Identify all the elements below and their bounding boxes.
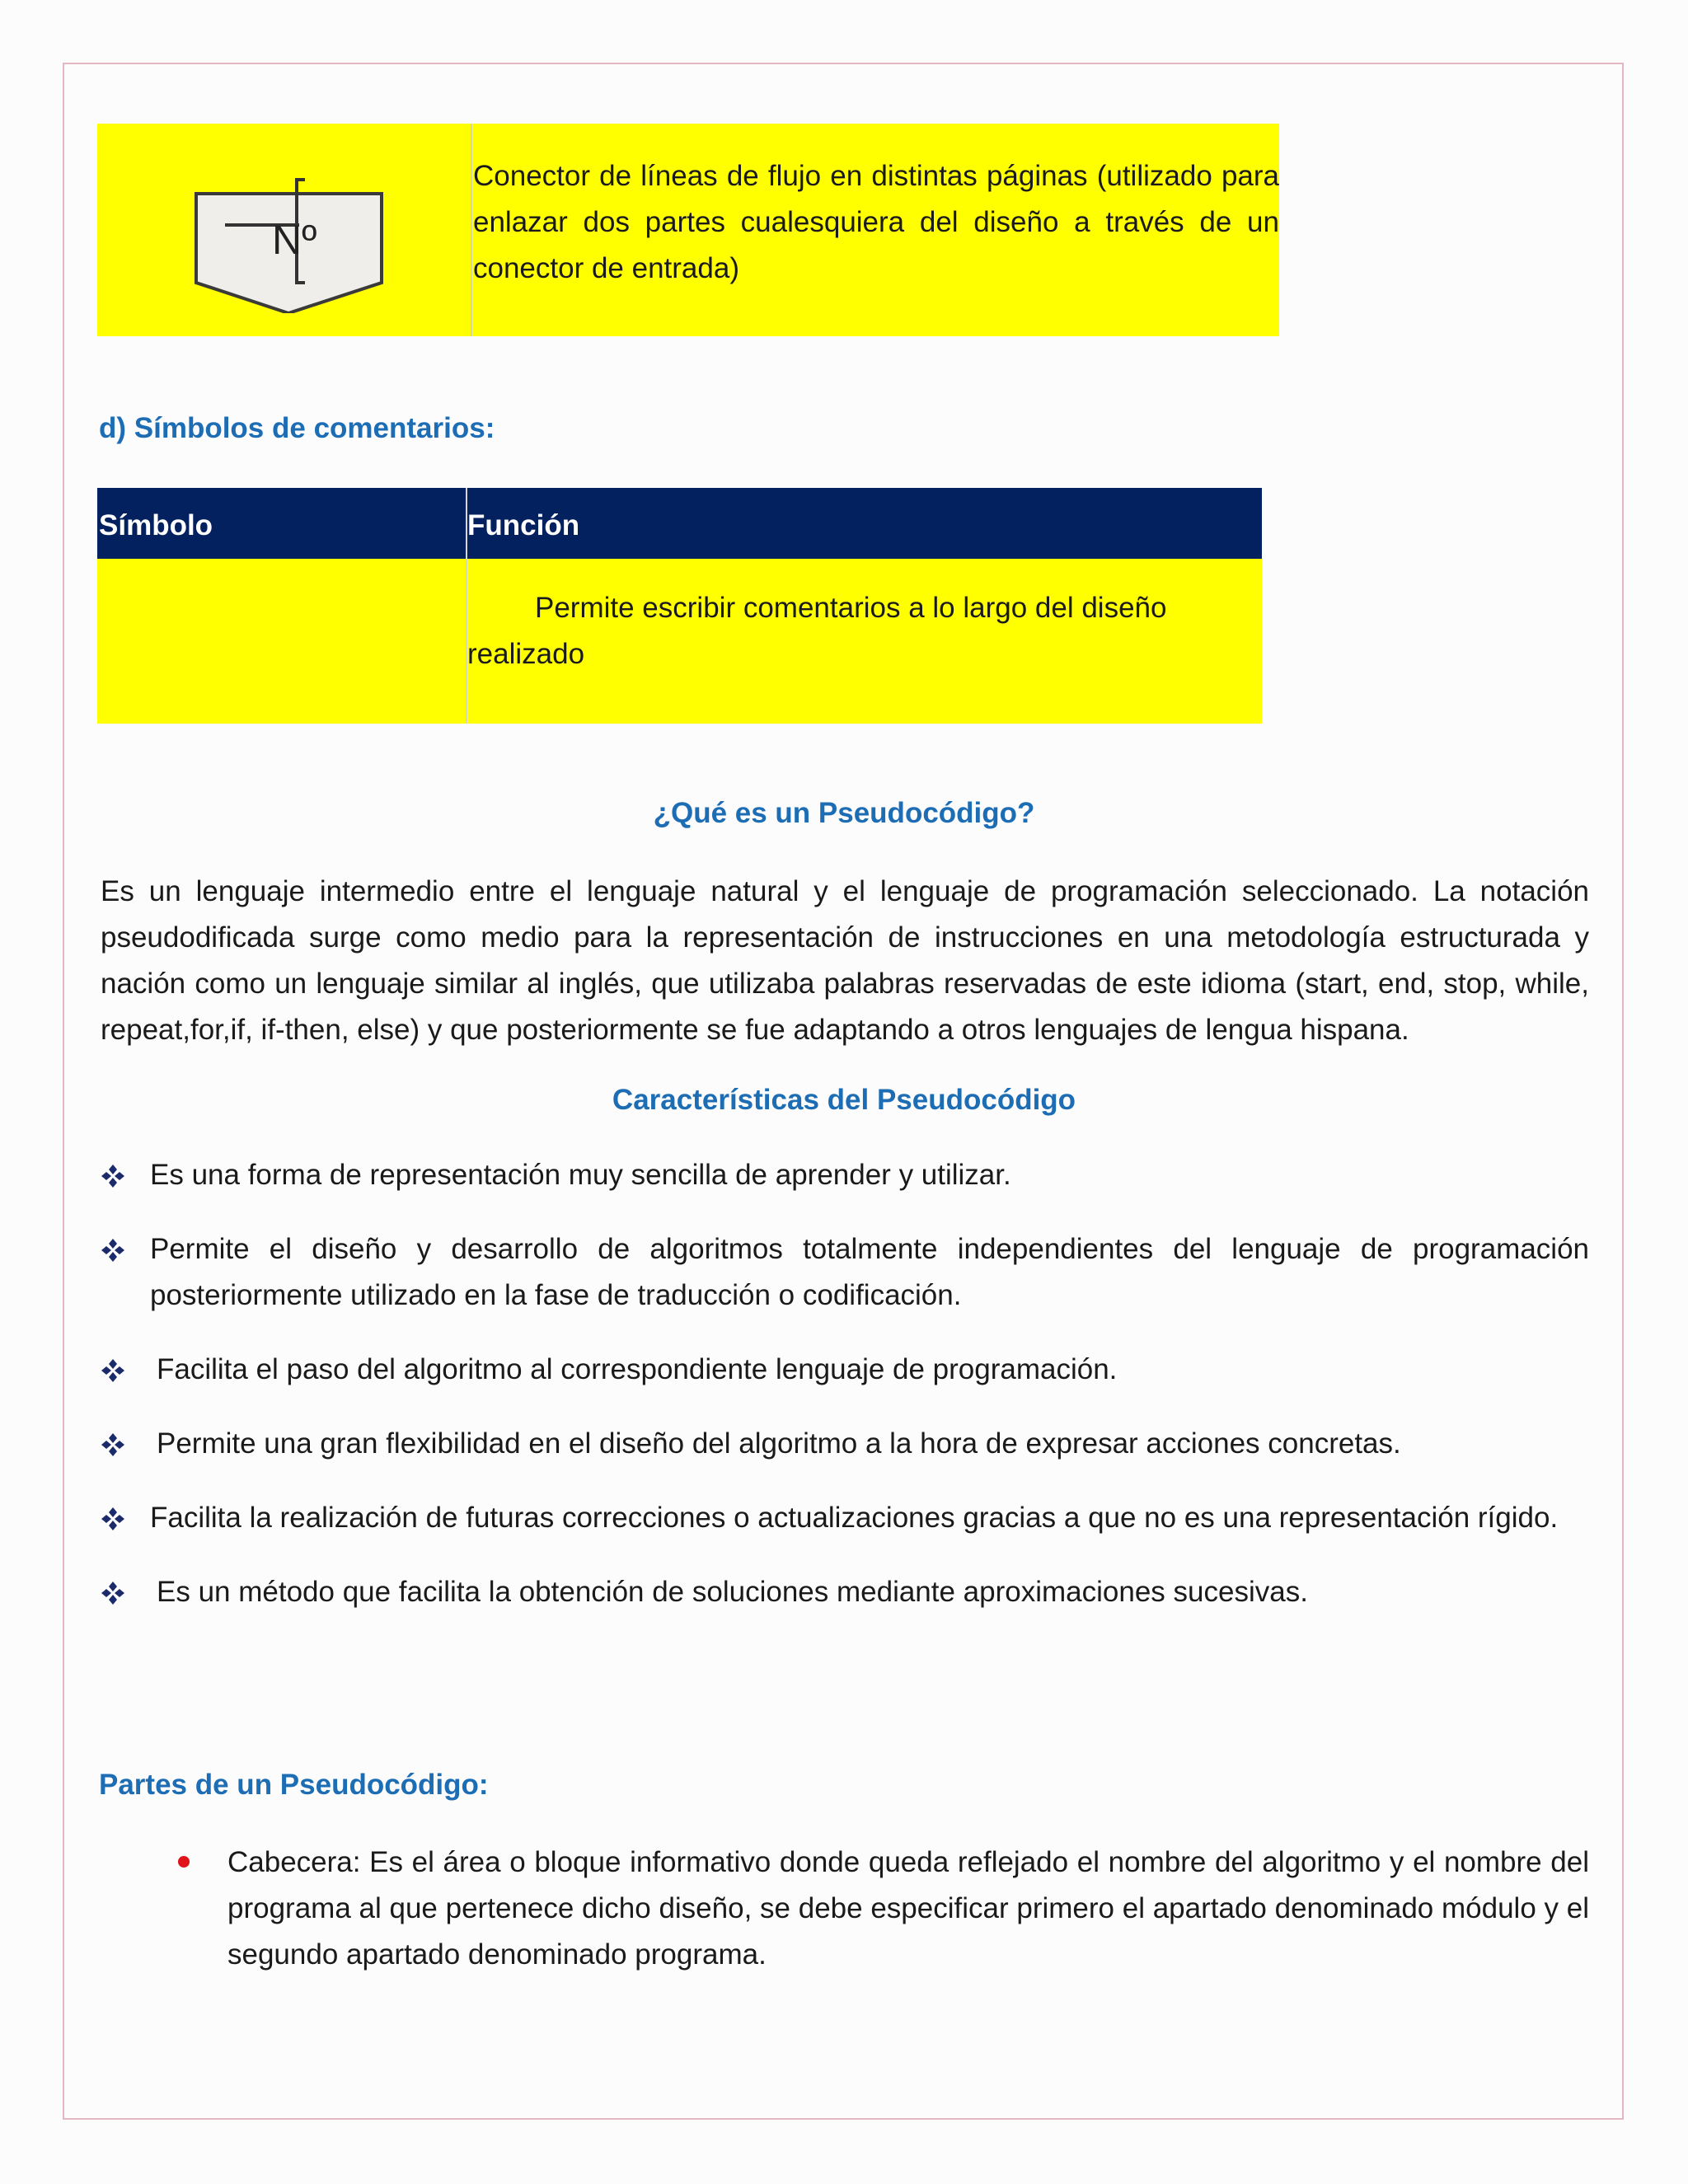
col-function-header: Función <box>467 509 580 541</box>
comment-function-text: Permite escribir comentarios a lo largo del diseño realizado <box>467 592 1167 670</box>
diamond-bullet-icon <box>101 1164 125 1188</box>
list-item: Es una forma de representación muy sencilla de aprender y utilizar. <box>101 1152 1589 1198</box>
list-item: Es un método que facilita la obtención de soluciones mediante aproximaciones sucesivas. <box>101 1569 1589 1615</box>
diamond-bullet-icon <box>101 1358 125 1383</box>
list-item: Facilita la realización de futuras correcciones o actualizaciones gracias a que no es una representación rígido. <box>101 1495 1589 1541</box>
list-item: Facilita el paso del algoritmo al correspondiente lenguaje de programación. <box>101 1347 1589 1393</box>
connector-symbol-cell <box>97 124 472 336</box>
comments-heading: d) Símbolos de comentarios: <box>99 412 495 444</box>
diamond-bullet-icon <box>101 1507 125 1531</box>
connector-number-label: Nº <box>272 217 317 263</box>
diamond-bullet-icon <box>101 1238 125 1263</box>
comments-table <box>97 488 1262 724</box>
parts-heading: Partes de un Pseudocódigo: <box>99 1769 489 1801</box>
parts-list <box>176 1840 1589 1978</box>
connector-description: Conector de líneas de flujo en distintas páginas (utilizado para enlazar dos partes cualesquiera del diseño a través de un conector de entrada) <box>473 160 1279 284</box>
list-item: Cabecera: Es el área o bloque informativo donde queda reflejado el nombre del algoritmo y el nombre del programa al que pertenece dicho diseño, se debe especificar primero el apartado denominado módulo y el segundo apartado denominado programa. <box>176 1840 1589 1978</box>
offpage-connector-icon <box>188 148 386 313</box>
characteristics-list <box>101 1152 1589 1643</box>
diamond-bullet-icon <box>101 1581 125 1605</box>
list-item: Permite el diseño y desarrollo de algoritmos totalmente independientes del lenguaje de programación posteriormente utilizado en la fase de traducción o codificación. <box>101 1226 1589 1319</box>
pseudocode-heading: ¿Qué es un Pseudocódigo? <box>653 797 1035 829</box>
comments-table-header <box>97 488 1262 559</box>
pseudocode-definition: Es un lenguaje intermedio entre el lenguaje natural y el lenguaje de programación seleccionado. La notación pseudodificada surge como medio para la representación de instrucciones en una metodología estructurada y nación como un lenguaje similar al inglés, que utilizaba palabras reservadas de este idioma (start, end, stop, while, repeat,for,if, if-then, else) y que posteriormente se fue adaptando a otros lenguajes de lengua hispana. <box>101 875 1589 1046</box>
connector-table-row <box>97 124 1279 336</box>
list-item: Permite una gran flexibilidad en el diseño del algoritmo a la hora de expresar acciones concretas. <box>101 1421 1589 1467</box>
diamond-bullet-icon <box>101 1432 125 1457</box>
red-dot-bullet-icon <box>178 1856 190 1868</box>
characteristics-heading: Características del Pseudocódigo <box>612 1084 1076 1116</box>
col-symbol-header: Símbolo <box>99 509 213 541</box>
